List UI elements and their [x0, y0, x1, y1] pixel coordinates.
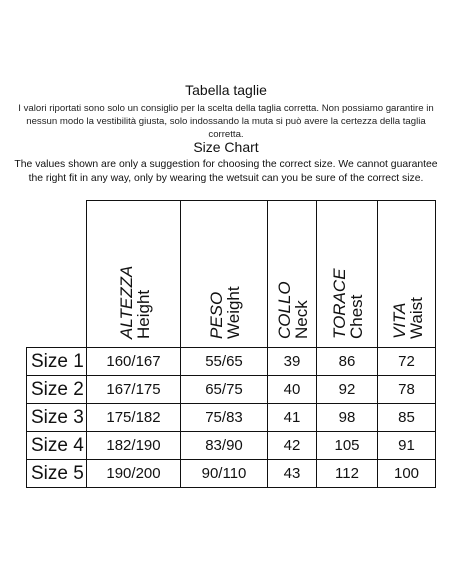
row-label: Size 4: [27, 432, 87, 460]
neck-cell: 39: [268, 348, 317, 376]
size-chart-table: [26, 200, 436, 488]
waist-cell: 85: [378, 404, 436, 432]
column-label-en: Chest: [347, 294, 366, 339]
chest-cell: 86: [317, 348, 378, 376]
neck-cell: 40: [268, 376, 317, 404]
waist-cell: 100: [378, 460, 436, 488]
neck-cell: 42: [268, 432, 317, 460]
weight-cell: 65/75: [181, 376, 268, 404]
chest-cell: 98: [317, 404, 378, 432]
neck-cell: 43: [268, 460, 317, 488]
title-en: Size Chart: [193, 139, 259, 155]
column-header-height: [87, 201, 181, 348]
table-row: [27, 460, 436, 488]
description-en: The values shown are only a suggestion for choosing the correct size. We cannot guarantee the right fit in any way, only by wearing the wetsuit can you be sure of the correct size.: [14, 159, 438, 184]
height-cell: 167/175: [87, 376, 181, 404]
weight-cell: 75/83: [181, 404, 268, 432]
title-it: Tabella taglie: [185, 82, 267, 98]
column-label-it: TORACE: [330, 268, 349, 339]
column-header-chest: [317, 201, 378, 348]
column-label-it: COLLO: [275, 281, 294, 339]
chest-cell: 105: [317, 432, 378, 460]
column-label-it: VITA: [389, 302, 409, 339]
waist-cell: 78: [378, 376, 436, 404]
column-label-en: Neck: [292, 300, 311, 339]
row-label: Size 1: [27, 348, 87, 376]
row-label: Size 5: [27, 460, 87, 488]
neck-cell: 41: [268, 404, 317, 432]
height-cell: 175/182: [87, 404, 181, 432]
header-row: [27, 201, 436, 348]
column-label-en: Weight: [224, 286, 243, 339]
column-header-weight: [181, 201, 268, 348]
column-label-it: ALTEZZA: [116, 265, 136, 339]
column-label-en: Height: [133, 289, 153, 339]
table-row: [27, 376, 436, 404]
column-label-en: Waist: [406, 297, 426, 339]
table-row: [27, 348, 436, 376]
row-label: Size 3: [27, 404, 87, 432]
weight-cell: 83/90: [181, 432, 268, 460]
column-header-waist: [378, 201, 436, 348]
chest-cell: 92: [317, 376, 378, 404]
weight-cell: 90/110: [181, 460, 268, 488]
column-label-it: PESO: [207, 291, 226, 339]
corner-cell: [27, 201, 87, 348]
row-label: Size 2: [27, 376, 87, 404]
table-row: [27, 432, 436, 460]
table-row: [27, 404, 436, 432]
chest-cell: 112: [317, 460, 378, 488]
column-header-neck: [268, 201, 317, 348]
waist-cell: 91: [378, 432, 436, 460]
height-cell: 160/167: [87, 348, 181, 376]
weight-cell: 55/65: [181, 348, 268, 376]
waist-cell: 72: [378, 348, 436, 376]
description-it: I valori riportati sono solo un consiglio per la scelta della taglia corretta. Non possiamo garantire in nessun modo la vestibilità giusta, solo indossando la muta si può avere la certezza della taglia corretta.: [18, 103, 434, 140]
height-cell: 182/190: [87, 432, 181, 460]
height-cell: 190/200: [87, 460, 181, 488]
